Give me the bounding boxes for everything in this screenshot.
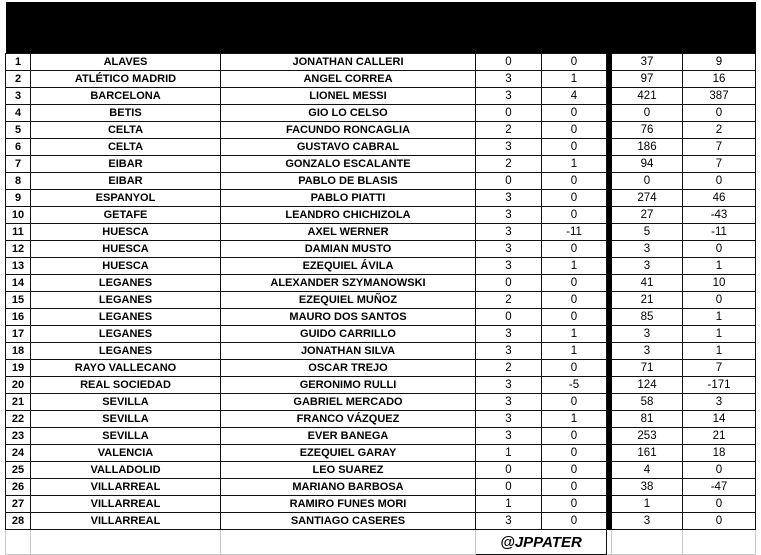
- player-cell: GUSTAVO CABRAL: [221, 139, 476, 156]
- current-goals-cell: 0: [542, 292, 607, 309]
- player-cell: GABRIEL MERCADO: [221, 394, 476, 411]
- current-goals-cell: 0: [542, 207, 607, 224]
- table-row: [6, 139, 756, 156]
- general-goals-cell: -171: [683, 377, 756, 394]
- current-goals-cell: 0: [542, 139, 607, 156]
- player-cell: PABLO DE BLASIS: [221, 173, 476, 190]
- players-table: [5, 2, 756, 555]
- general-goals-cell: 0: [683, 173, 756, 190]
- row-number: 7: [6, 156, 31, 173]
- current-goals-cell: 0: [542, 122, 607, 139]
- table-row: [6, 207, 756, 224]
- current-goals-cell: 0: [542, 54, 607, 71]
- club-cell: HUESCA: [31, 258, 221, 275]
- player-cell: AXEL WERNER: [221, 224, 476, 241]
- table-row: [6, 241, 756, 258]
- player-cell: JONATHAN CALLERI: [221, 54, 476, 71]
- row-number: 10: [6, 207, 31, 224]
- current-matches-cell: 2: [476, 360, 542, 377]
- current-matches-cell: 1: [476, 496, 542, 513]
- club-cell: ESPANYOL: [31, 190, 221, 207]
- current-matches-cell: 0: [476, 479, 542, 496]
- table-row: [6, 394, 756, 411]
- player-cell: DAMIAN MUSTO: [221, 241, 476, 258]
- club-cell: SEVILLA: [31, 411, 221, 428]
- row-number: 20: [6, 377, 31, 394]
- header-num: N°: [6, 2, 31, 51]
- club-cell: VALENCIA: [31, 445, 221, 462]
- player-cell: LIONEL MESSI: [221, 88, 476, 105]
- general-matches-cell: 3: [612, 241, 683, 258]
- general-matches-cell: 186: [612, 139, 683, 156]
- player-cell: EZEQUIEL MUÑOZ: [221, 292, 476, 309]
- current-goals-cell: 1: [542, 258, 607, 275]
- club-cell: GETAFE: [31, 207, 221, 224]
- current-goals-cell: 0: [542, 309, 607, 326]
- general-matches-cell: 71: [612, 360, 683, 377]
- row-number: 3: [6, 88, 31, 105]
- player-cell: PABLO PIATTI: [221, 190, 476, 207]
- general-matches-cell: 253: [612, 428, 683, 445]
- current-goals-cell: 1: [542, 156, 607, 173]
- table-row: [6, 71, 756, 88]
- club-cell: HUESCA: [31, 241, 221, 258]
- current-goals-cell: 0: [542, 394, 607, 411]
- header-current-goals: GOLES: [542, 35, 607, 51]
- header-club: CLUB ACTUAL: [31, 2, 221, 51]
- table-row: [6, 122, 756, 139]
- current-matches-cell: 3: [476, 224, 542, 241]
- footer-cell-empty: [31, 530, 221, 555]
- row-number: 14: [6, 275, 31, 292]
- club-cell: LEGANES: [31, 275, 221, 292]
- player-cell: JONATHAN SILVA: [221, 343, 476, 360]
- general-goals-cell: -11: [683, 224, 756, 241]
- current-matches-cell: 2: [476, 156, 542, 173]
- current-goals-cell: 0: [542, 462, 607, 479]
- current-goals-cell: 0: [542, 173, 607, 190]
- table-row: [6, 428, 756, 445]
- current-matches-cell: 0: [476, 309, 542, 326]
- current-goals-cell: 0: [542, 105, 607, 122]
- table-row: [6, 513, 756, 530]
- club-cell: BARCELONA: [31, 88, 221, 105]
- footer-cell-empty: [6, 530, 31, 555]
- row-number: 17: [6, 326, 31, 343]
- club-cell: RAYO VALLECANO: [31, 360, 221, 377]
- current-matches-cell: 1: [476, 445, 542, 462]
- header-general-goals: GOLES: [683, 35, 756, 51]
- current-matches-cell: 0: [476, 462, 542, 479]
- general-goals-cell: 0: [683, 513, 756, 530]
- row-number: 23: [6, 428, 31, 445]
- current-goals-cell: 1: [542, 71, 607, 88]
- general-goals-cell: 387: [683, 88, 756, 105]
- current-matches-cell: 3: [476, 513, 542, 530]
- general-matches-cell: 81: [612, 411, 683, 428]
- current-matches-cell: 3: [476, 88, 542, 105]
- row-number: 28: [6, 513, 31, 530]
- header-group-general-line1: TOTAL TORNEO: [612, 2, 756, 19]
- player-cell: GERONIMO RULLI: [221, 377, 476, 394]
- row-number: 1: [6, 54, 31, 71]
- general-matches-cell: 76: [612, 122, 683, 139]
- table-row: [6, 105, 756, 122]
- current-goals-cell: 0: [542, 275, 607, 292]
- general-goals-cell: 21: [683, 428, 756, 445]
- header-current-matches: PARTIDOS: [476, 35, 542, 51]
- general-goals-cell: -47: [683, 479, 756, 496]
- general-goals-cell: 7: [683, 360, 756, 377]
- player-cell: GONZALO ESCALANTE: [221, 156, 476, 173]
- general-matches-cell: 3: [612, 513, 683, 530]
- player-cell: EZEQUIEL GARAY: [221, 445, 476, 462]
- general-matches-cell: 3: [612, 326, 683, 343]
- general-goals-cell: 7: [683, 139, 756, 156]
- current-matches-cell: 3: [476, 411, 542, 428]
- current-goals-cell: 0: [542, 190, 607, 207]
- general-matches-cell: 0: [612, 105, 683, 122]
- general-matches-cell: 94: [612, 156, 683, 173]
- current-matches-cell: 0: [476, 173, 542, 190]
- general-goals-cell: 3: [683, 394, 756, 411]
- table-row: [6, 496, 756, 513]
- row-number: 27: [6, 496, 31, 513]
- current-goals-cell: 0: [542, 513, 607, 530]
- table-header: [6, 2, 756, 54]
- general-goals-cell: 0: [683, 292, 756, 309]
- general-goals-cell: 9: [683, 54, 756, 71]
- general-goals-cell: 0: [683, 496, 756, 513]
- player-cell: SANTIAGO CASERES: [221, 513, 476, 530]
- general-matches-cell: 161: [612, 445, 683, 462]
- general-goals-cell: 1: [683, 326, 756, 343]
- table-row: [6, 309, 756, 326]
- header-general-matches: PARTIDOS: [612, 35, 683, 51]
- general-matches-cell: 97: [612, 71, 683, 88]
- general-goals-cell: 14: [683, 411, 756, 428]
- general-matches-cell: 1: [612, 496, 683, 513]
- club-cell: LEGANES: [31, 343, 221, 360]
- current-matches-cell: 2: [476, 292, 542, 309]
- player-cell: EZEQUIEL ÁVILA: [221, 258, 476, 275]
- current-goals-cell: 0: [542, 241, 607, 258]
- current-goals-cell: 1: [542, 326, 607, 343]
- general-goals-cell: 0: [683, 105, 756, 122]
- player-cell: GUIDO CARRILLO: [221, 326, 476, 343]
- player-cell: MARIANO BARBOSA: [221, 479, 476, 496]
- row-number: 24: [6, 445, 31, 462]
- player-cell: EVER BANEGA: [221, 428, 476, 445]
- general-goals-cell: -43: [683, 207, 756, 224]
- table-row: [6, 479, 756, 496]
- club-cell: VILLARREAL: [31, 513, 221, 530]
- general-matches-cell: 58: [612, 394, 683, 411]
- current-goals-cell: 4: [542, 88, 607, 105]
- current-matches-cell: 3: [476, 394, 542, 411]
- player-cell: ALEXANDER SZYMANOWSKI: [221, 275, 476, 292]
- row-number: 26: [6, 479, 31, 496]
- footer-cell-empty: [612, 530, 683, 555]
- table-row: [6, 173, 756, 190]
- general-goals-cell: 0: [683, 241, 756, 258]
- row-number: 22: [6, 411, 31, 428]
- current-goals-cell: 0: [542, 445, 607, 462]
- player-cell: RAMIRO FUNES MORI: [221, 496, 476, 513]
- current-matches-cell: 3: [476, 377, 542, 394]
- player-cell: FRANCO VÁZQUEZ: [221, 411, 476, 428]
- club-cell: BETIS: [31, 105, 221, 122]
- club-cell: ALAVES: [31, 54, 221, 71]
- club-cell: VALLADOLID: [31, 462, 221, 479]
- current-matches-cell: 3: [476, 428, 542, 445]
- club-cell: REAL SOCIEDAD: [31, 377, 221, 394]
- row-number: 6: [6, 139, 31, 156]
- general-matches-cell: 4: [612, 462, 683, 479]
- general-goals-cell: 2: [683, 122, 756, 139]
- header-player: JUGADOR: [221, 2, 476, 51]
- club-cell: LEGANES: [31, 326, 221, 343]
- general-matches-cell: 27: [612, 207, 683, 224]
- current-matches-cell: 0: [476, 105, 542, 122]
- row-number: 2: [6, 71, 31, 88]
- row-number: 15: [6, 292, 31, 309]
- general-goals-cell: 1: [683, 258, 756, 275]
- club-cell: EIBAR: [31, 173, 221, 190]
- current-goals-cell: 0: [542, 360, 607, 377]
- header-group-general-line2: GENERAL: [612, 19, 756, 35]
- general-matches-cell: 274: [612, 190, 683, 207]
- row-number: 8: [6, 173, 31, 190]
- table-row: [6, 54, 756, 71]
- club-cell: LEGANES: [31, 292, 221, 309]
- general-matches-cell: 85: [612, 309, 683, 326]
- player-cell: LEO SUAREZ: [221, 462, 476, 479]
- general-goals-cell: 46: [683, 190, 756, 207]
- current-matches-cell: 3: [476, 71, 542, 88]
- current-matches-cell: 3: [476, 207, 542, 224]
- row-number: 12: [6, 241, 31, 258]
- row-number: 25: [6, 462, 31, 479]
- current-matches-cell: 3: [476, 258, 542, 275]
- club-cell: CELTA: [31, 139, 221, 156]
- general-matches-cell: 5: [612, 224, 683, 241]
- club-cell: VILLARREAL: [31, 479, 221, 496]
- current-goals-cell: 0: [542, 479, 607, 496]
- table-row: [6, 258, 756, 275]
- player-cell: OSCAR TREJO: [221, 360, 476, 377]
- table-row: [6, 292, 756, 309]
- club-cell: CELTA: [31, 122, 221, 139]
- table-row: [6, 377, 756, 394]
- player-cell: GIO LO CELSO: [221, 105, 476, 122]
- player-cell: FACUNDO RONCAGLIA: [221, 122, 476, 139]
- general-matches-cell: 21: [612, 292, 683, 309]
- current-goals-cell: 0: [542, 428, 607, 445]
- general-matches-cell: 41: [612, 275, 683, 292]
- current-goals-cell: 1: [542, 411, 607, 428]
- player-cell: LEANDRO CHICHIZOLA: [221, 207, 476, 224]
- table-row: [6, 360, 756, 377]
- current-matches-cell: 2: [476, 122, 542, 139]
- row-number: 16: [6, 309, 31, 326]
- table-row: [6, 156, 756, 173]
- row-number: 9: [6, 190, 31, 207]
- table-row: [6, 275, 756, 292]
- general-matches-cell: 38: [612, 479, 683, 496]
- header-group-current-line1: TOTAL TORNEO: [476, 2, 607, 19]
- club-cell: SEVILLA: [31, 394, 221, 411]
- current-matches-cell: 0: [476, 275, 542, 292]
- general-matches-cell: 3: [612, 258, 683, 275]
- header-group-current-line2: ACTUAL: [476, 19, 607, 35]
- general-goals-cell: 10: [683, 275, 756, 292]
- general-goals-cell: 1: [683, 343, 756, 360]
- club-cell: LEGANES: [31, 309, 221, 326]
- general-goals-cell: 7: [683, 156, 756, 173]
- current-matches-cell: 3: [476, 139, 542, 156]
- row-number: 11: [6, 224, 31, 241]
- current-goals-cell: 1: [542, 343, 607, 360]
- table-row: [6, 462, 756, 479]
- row-number: 13: [6, 258, 31, 275]
- row-number: 18: [6, 343, 31, 360]
- table-row: [6, 326, 756, 343]
- table-row: [6, 343, 756, 360]
- club-cell: EIBAR: [31, 156, 221, 173]
- player-cell: ANGEL CORREA: [221, 71, 476, 88]
- table-row: [6, 190, 756, 207]
- row-number: 21: [6, 394, 31, 411]
- signature: @JPPATER: [476, 530, 607, 555]
- current-goals-cell: 0: [542, 496, 607, 513]
- table-row: [6, 411, 756, 428]
- club-cell: SEVILLA: [31, 428, 221, 445]
- club-cell: HUESCA: [31, 224, 221, 241]
- table-row: [6, 88, 756, 105]
- general-matches-cell: 0: [612, 173, 683, 190]
- player-cell: MAURO DOS SANTOS: [221, 309, 476, 326]
- current-matches-cell: 0: [476, 54, 542, 71]
- current-matches-cell: 3: [476, 190, 542, 207]
- footer-cell-empty: [221, 530, 476, 555]
- general-goals-cell: 1: [683, 309, 756, 326]
- table-body: [6, 54, 756, 530]
- club-cell: ATLÉTICO MADRID: [31, 71, 221, 88]
- general-goals-cell: 18: [683, 445, 756, 462]
- current-matches-cell: 3: [476, 326, 542, 343]
- current-matches-cell: 3: [476, 241, 542, 258]
- footer-cell-empty: [683, 530, 756, 555]
- general-goals-cell: 0: [683, 462, 756, 479]
- row-number: 4: [6, 105, 31, 122]
- general-matches-cell: 3: [612, 343, 683, 360]
- table-row: [6, 224, 756, 241]
- general-matches-cell: 37: [612, 54, 683, 71]
- club-cell: VILLARREAL: [31, 496, 221, 513]
- table-row: [6, 445, 756, 462]
- current-matches-cell: 3: [476, 343, 542, 360]
- current-goals-cell: -11: [542, 224, 607, 241]
- general-goals-cell: 16: [683, 71, 756, 88]
- current-goals-cell: -5: [542, 377, 607, 394]
- general-matches-cell: 421: [612, 88, 683, 105]
- general-matches-cell: 124: [612, 377, 683, 394]
- row-number: 19: [6, 360, 31, 377]
- row-number: 5: [6, 122, 31, 139]
